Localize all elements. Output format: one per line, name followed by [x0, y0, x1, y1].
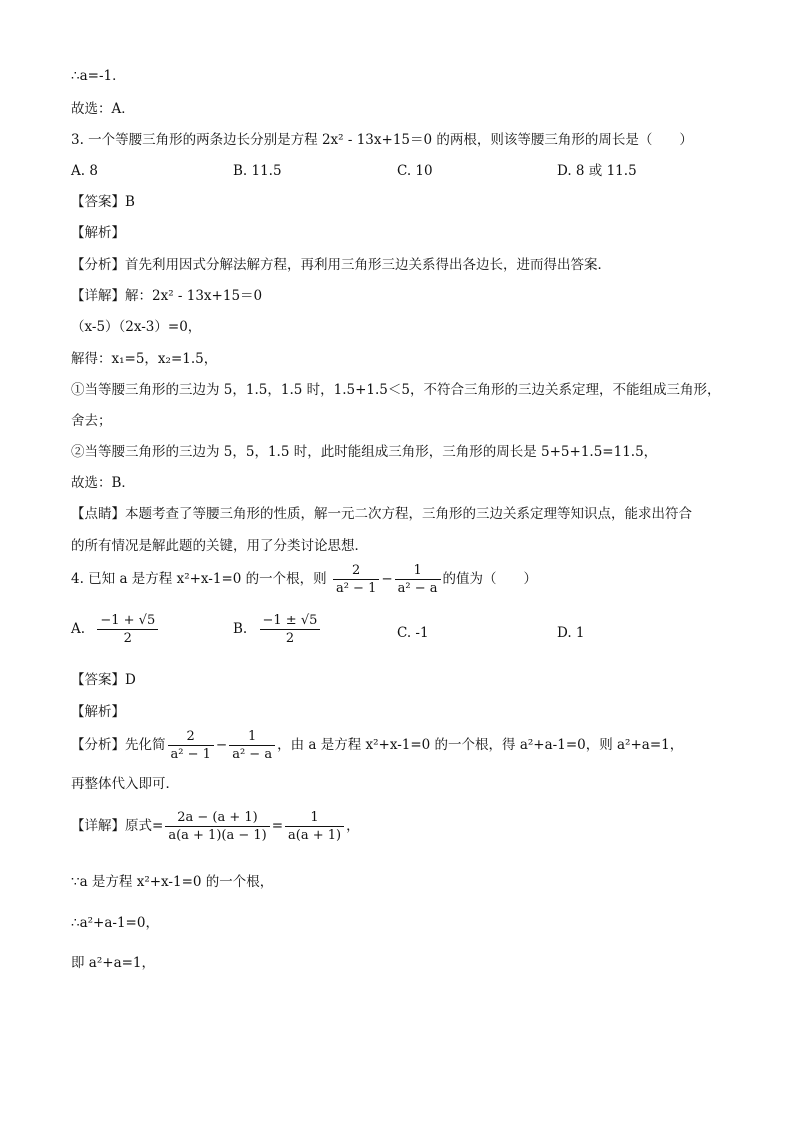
- fraction-numerator: 2a − (a + 1): [165, 810, 269, 827]
- q3-step: 舍去；: [71, 413, 112, 429]
- equals-sign: =: [271, 818, 284, 834]
- fraction-denominator: a² − 1: [170, 747, 211, 762]
- minus-sign: −: [215, 737, 228, 753]
- fraction-denominator: a(a + 1)(a − 1): [168, 828, 267, 843]
- q4-analysis-prefix: 【分析】先化简: [71, 737, 166, 753]
- option-fraction: [260, 613, 321, 646]
- q4-analysis: [71, 728, 683, 762]
- q4-option-d: D. 1: [557, 625, 585, 641]
- q3-step: 解得：x₁=5，x₂=1.5，: [71, 351, 218, 367]
- text-line: ∴a=-1．: [71, 68, 126, 84]
- minus-sign: −: [381, 571, 393, 587]
- q3-option-c: C. 10: [397, 163, 433, 179]
- q3-comment: 【点睛】本题考查了等腰三角形的性质，解一元二次方程，三角形的三边关系定理等知识点，能求出符合: [71, 506, 692, 522]
- fraction-numerator: 1: [395, 563, 441, 580]
- fraction-denominator: a² − a: [232, 747, 273, 762]
- fraction-denominator: 2: [285, 631, 295, 646]
- q4-option-a: [71, 612, 160, 646]
- question-4-stem: [71, 562, 537, 596]
- q3-option-b: B. 11.5: [233, 163, 282, 179]
- q3-analysis: 【分析】首先利用因式分解法解方程，再利用三角形三边关系得出各边长，进而得出答案．: [71, 257, 611, 273]
- question-3-stem: 3. 一个等腰三角形的两条边长分别是方程 2x² - 13x+15＝0 的两根，则该等腰三角形的周长是（ ）: [71, 132, 693, 148]
- fraction-numerator: 2: [333, 563, 379, 580]
- q3-step: 故选：B．: [71, 475, 135, 491]
- q4-stem-prefix: 4. 已知 a 是方程 x²+x-1=0 的一个根，则: [71, 571, 327, 587]
- fraction-denominator: 2: [123, 631, 132, 646]
- q4-step: ∵a 是方程 x²+x-1=0 的一个根，: [71, 874, 274, 890]
- option-fraction: [97, 613, 158, 646]
- fraction-numerator: 2: [168, 729, 214, 746]
- q4-stem-suffix: 的值为（ ）: [442, 571, 538, 587]
- q4-detail-fraction-1: [165, 810, 269, 843]
- q4-detail-suffix: ，: [346, 818, 360, 834]
- q4-detail-fraction-2: [285, 810, 344, 843]
- q4-option-b: [233, 612, 322, 646]
- fraction-denominator: a² − 1: [335, 581, 377, 596]
- q3-jiexi-heading: 【解析】: [71, 225, 125, 241]
- text-line: 故选：A．: [71, 101, 135, 117]
- q4-analysis-fraction-2: [229, 729, 275, 762]
- q3-step: （x-5）（2x-3）=0，: [71, 319, 202, 335]
- q3-step: ②当等腰三角形的三边为 5，5，1.5 时，此时能组成三角形，三角形的周长是 5+5+1.5=11.5，: [71, 444, 658, 460]
- fraction-numerator: −1 + √5: [97, 613, 158, 630]
- q4-analysis-line-2: 再整体代入即可．: [71, 776, 179, 792]
- fraction-denominator: a(a + 1): [288, 828, 342, 843]
- q3-option-d: D. 8 或 11.5: [557, 163, 637, 179]
- q4-fraction-2: [395, 563, 441, 596]
- q3-step: ①当等腰三角形的三边为 5，1.5，1.5 时，1.5+1.5＜5，不符合三角形的三边关系定理，不能组成三角形，: [71, 382, 721, 398]
- fraction-numerator: 1: [285, 810, 344, 827]
- q3-detail: 【详解】解：2x² - 13x+15＝0: [71, 288, 263, 304]
- q4-detail-prefix: 【详解】原式=: [71, 818, 164, 834]
- q3-option-a: A. 8: [71, 163, 98, 179]
- q4-detail: [71, 809, 360, 843]
- option-label: B.: [233, 621, 248, 637]
- q4-fraction-1: [333, 563, 379, 596]
- fraction-denominator: a² − a: [397, 581, 438, 596]
- option-label: A.: [71, 621, 86, 637]
- q4-option-c: C. -1: [397, 625, 429, 641]
- q4-analysis-suffix: ，由 a 是方程 x²+x-1=0 的一个根，得 a²+a-1=0，则 a²+a=1，: [277, 737, 684, 753]
- q3-comment: 的所有情况是解此题的关键，用了分类讨论思想．: [71, 538, 368, 554]
- q4-jiexi-heading: 【解析】: [71, 704, 125, 720]
- q3-answer: 【答案】B: [71, 194, 135, 210]
- fraction-numerator: 1: [229, 729, 275, 746]
- q4-step: ∴a²+a-1=0，: [71, 915, 159, 931]
- fraction-numerator: −1 ± √5: [260, 613, 321, 630]
- q4-answer: 【答案】D: [71, 672, 136, 688]
- q4-step: 即 a²+a=1，: [71, 955, 156, 971]
- q4-analysis-fraction-1: [168, 729, 214, 762]
